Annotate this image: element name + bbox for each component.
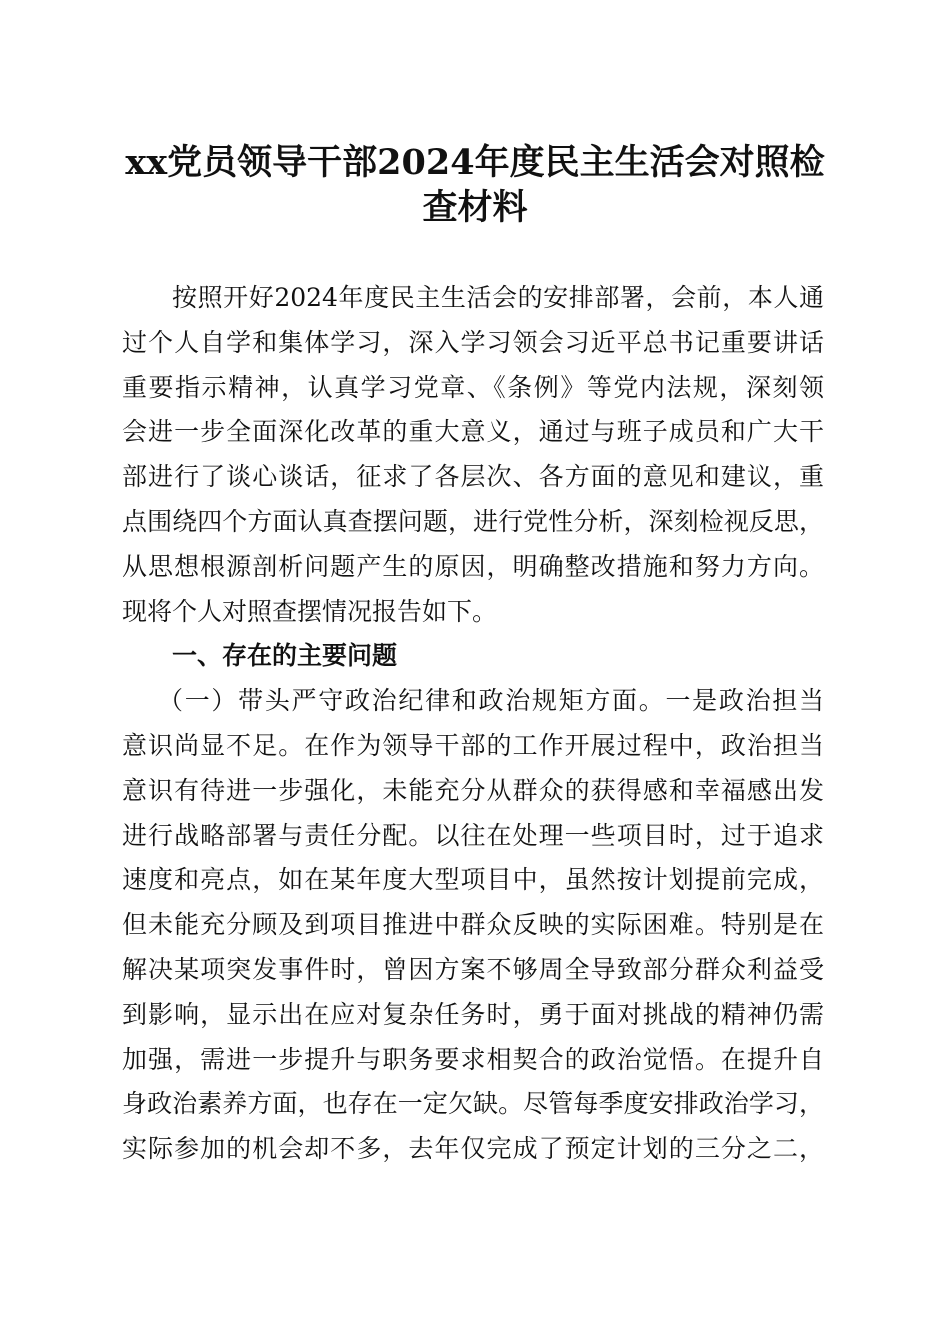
text-line: 重要指示精神，认真学习党章、《条例》等党内法规，深刻领 [122,372,824,402]
text-line: 部进行了谈心谈话，征求了各层次、各方面的意见和建议，重 [122,462,824,492]
text-line: 会进一步全面深化改革的重大意义，通过与班子成员和广大干 [122,417,824,447]
text-line: 现将个人对照查摆情况报告如下。 [122,596,498,626]
section-heading: 一、存在的主要问题 [172,641,398,671]
text-line: 到影响，显示出在应对复杂任务时，勇于面对挑战的精神仍需 [122,999,824,1029]
document-body [122,276,824,1172]
text-line: （一）带头严守政治纪律和政治规矩方面。一是政治担当 [158,686,824,716]
text-line: 从思想根源剖析问题产生的原因，明确整改措施和努力方向。 [122,551,824,581]
text-line: 点围绕四个方面认真查摆问题，进行党性分析，深刻检视反思， [122,506,824,536]
text-line: 按照开好2024年度民主生活会的安排部署，会前，本人通 [172,283,824,312]
text-line: 意识有待进一步强化，未能充分从群众的获得感和幸福感出发 [122,775,824,805]
document-title-line-2: 查材料 [422,187,528,228]
text-line: 意识尚显不足。在作为领导干部的工作开展过程中，政治担当 [122,730,824,760]
text-line: 身政治素养方面，也存在一定欠缺。尽管每季度安排政治学习， [122,1089,824,1119]
text-line: 但未能充分顾及到项目推进中群众反映的实际困难。特别是在 [122,910,824,940]
text-line: 实际参加的机会却不多，去年仅完成了预定计划的三分之二， [122,1134,824,1164]
text-line: 加强，需进一步提升与职务要求相契合的政治觉悟。在提升自 [122,1044,824,1074]
section1-paragraph [122,679,824,1172]
text-line: 进行战略部署与责任分配。以往在处理一些项目时，过于追求 [122,820,824,850]
document-title-line-1: xx党员领导干部2024年度民主生活会对照检 [125,142,825,183]
text-line: 过个人自学和集体学习，深入学习领会习近平总书记重要讲话 [122,327,824,357]
intro-paragraph [122,276,824,634]
text-line: 速度和亮点，如在某年度大型项目中，虽然按计划提前完成， [122,865,824,895]
text-line: 解决某项突发事件时，曾因方案不够周全导致部分群众利益受 [122,954,824,984]
